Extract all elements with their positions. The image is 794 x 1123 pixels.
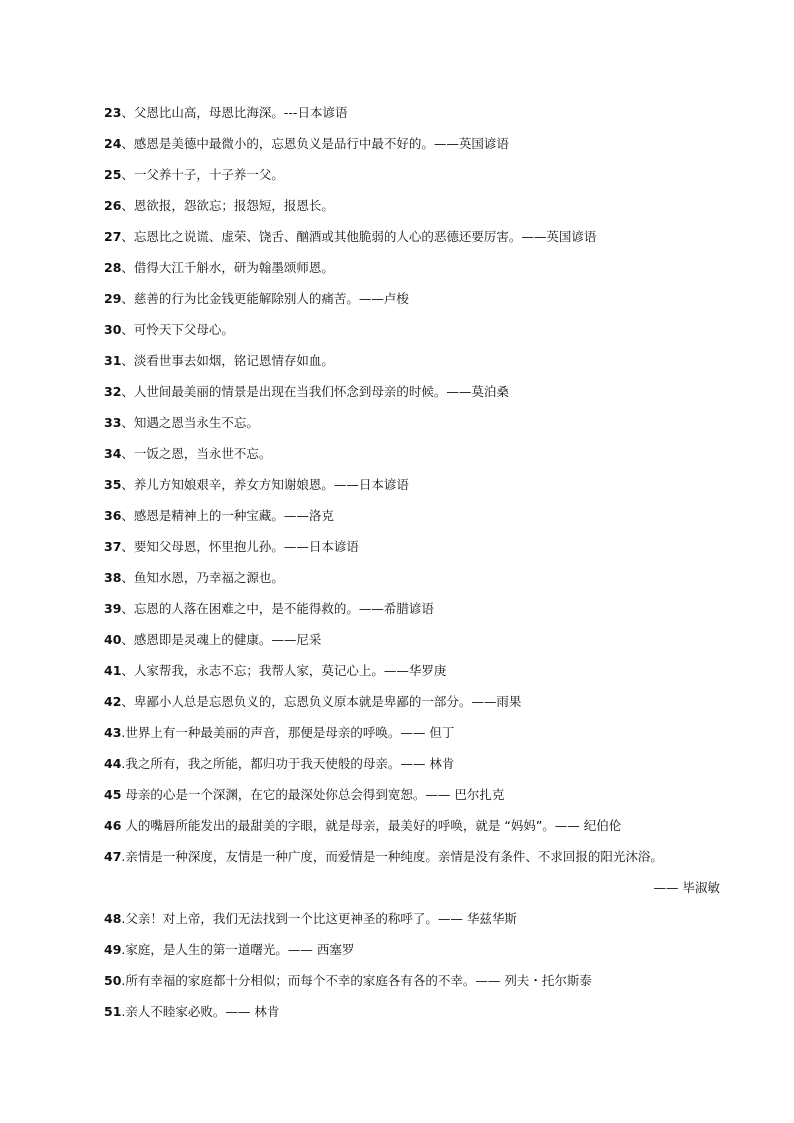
quote-text: 、要知父母恩，怀里抱儿孙。——日本谚语	[121, 539, 359, 554]
quote-number: 43	[104, 725, 122, 740]
quote-text: 、感恩是精神上的一种宝藏。——洛克	[121, 508, 334, 523]
quote-text: 、一父养十子，十子养一父。	[121, 167, 284, 182]
quote-line	[104, 475, 744, 506]
quote-line	[104, 506, 744, 537]
quote-text: 人的嘴唇所能发出的最甜美的字眼，就是母亲，最美好的呼唤，就是 “妈妈”。—— 纪伯伦	[121, 818, 622, 833]
quote-line	[104, 103, 744, 134]
quote-line	[104, 940, 744, 971]
quote-line	[104, 351, 744, 382]
quote-text: 、忘恩比之说谎、虚荣、饶舌、酗酒或其他脆弱的人心的恶德还要厉害。——英国谚语	[121, 229, 597, 244]
quote-number: 44	[104, 756, 122, 771]
quote-line	[104, 134, 744, 165]
quote-text: .亲情是一种深度，友情是一种广度，而爱情是一种纯度。亲情是没有条件、不求回报的阳光沐浴。	[121, 849, 663, 864]
quote-number: 23	[104, 105, 122, 120]
quote-number: 34	[104, 446, 122, 461]
quote-line	[104, 165, 744, 196]
quote-number: 37	[104, 539, 122, 554]
quote-text: 、人世间最美丽的情景是出现在当我们怀念到母亲的时候。——莫泊桑	[121, 384, 509, 399]
quote-line	[104, 909, 744, 940]
quote-text: 、淡看世事去如烟，铭记恩情存如血。	[121, 353, 334, 368]
quote-number: 49	[104, 942, 122, 957]
quote-line	[104, 971, 744, 1002]
quote-number: 29	[104, 291, 122, 306]
quote-text: 、可怜天下父母心。	[121, 322, 234, 337]
quote-number: 24	[104, 136, 122, 151]
quote-line	[104, 847, 744, 878]
quote-text: .世界上有一种最美丽的声音，那便是母亲的呼唤。—— 但丁	[121, 725, 455, 740]
quote-text: 、父恩比山高，母恩比海深。---日本谚语	[121, 105, 348, 120]
quote-number: 35	[104, 477, 122, 492]
quote-number: 33	[104, 415, 122, 430]
quote-line	[104, 413, 744, 444]
quote-text: 、感恩即是灵魂上的健康。——尼采	[121, 632, 322, 647]
quote-line	[104, 227, 744, 258]
quote-number: 28	[104, 260, 122, 275]
quote-text: .父亲！对上帝，我们无法找到一个比这更神圣的称呼了。—— 华兹华斯	[121, 911, 517, 926]
quote-line	[104, 382, 744, 413]
quote-number: 27	[104, 229, 122, 244]
quote-text: 、卑鄙小人总是忘恩负义的，忘恩负义原本就是卑鄙的一部分。——雨果	[121, 694, 522, 709]
quote-line	[104, 630, 744, 661]
quote-text: 、人家帮我，永志不忘；我帮人家，莫记心上。——华罗庚	[121, 663, 447, 678]
quote-line	[104, 444, 744, 475]
quote-text: 、一饭之恩，当永世不忘。	[121, 446, 272, 461]
quote-number: 30	[104, 322, 122, 337]
quote-text: 母亲的心是一个深渊，在它的最深处你总会得到宽恕。—— 巴尔扎克	[121, 787, 505, 802]
quote-text: 、知遇之恩当永生不忘。	[121, 415, 259, 430]
quote-text: 、鱼知水恩，乃幸福之源也。	[121, 570, 284, 585]
quote-text: 、养儿方知娘艰辛，养女方知谢娘恩。——日本谚语	[121, 477, 409, 492]
quote-line	[104, 1002, 744, 1033]
quote-line	[104, 320, 744, 351]
quote-text: 、感恩是美德中最微小的，忘恩负义是品行中最不好的。——英国谚语	[121, 136, 509, 151]
quote-number: 39	[104, 601, 122, 616]
quote-number: 48	[104, 911, 122, 926]
quote-number: 47	[104, 849, 122, 864]
quote-number: 51	[104, 1004, 122, 1019]
quote-number: 26	[104, 198, 122, 213]
quote-number: 25	[104, 167, 122, 182]
quote-line	[104, 754, 744, 785]
quote-text: —— 毕淑敏	[653, 880, 720, 895]
quote-number: 50	[104, 973, 122, 988]
quote-number: 32	[104, 384, 122, 399]
quote-line	[104, 723, 744, 754]
quote-number: 36	[104, 508, 122, 523]
quote-text: 、慈善的行为比金钱更能解除别人的痛苦。——卢梭	[121, 291, 409, 306]
quote-attribution-continuation	[104, 878, 744, 909]
quote-number: 40	[104, 632, 122, 647]
quote-number: 45	[104, 787, 122, 802]
quote-line	[104, 537, 744, 568]
quote-text: 、恩欲报，怨欲忘；报怨短，报恩长。	[121, 198, 334, 213]
quote-line	[104, 258, 744, 289]
quote-list	[104, 103, 744, 1033]
quote-number: 31	[104, 353, 122, 368]
quote-line	[104, 599, 744, 630]
quote-line	[104, 692, 744, 723]
quote-text: .亲人不睦家必败。—— 林肯	[121, 1004, 280, 1019]
quote-line	[104, 568, 744, 599]
quote-number: 42	[104, 694, 122, 709]
quote-line	[104, 816, 744, 847]
quote-text: 、忘恩的人落在困难之中，是不能得救的。——希腊谚语	[121, 601, 434, 616]
quote-text: .家庭，是人生的第一道曙光。—— 西塞罗	[121, 942, 355, 957]
quote-number: 41	[104, 663, 122, 678]
quote-text: .我之所有，我之所能，都归功于我天使般的母亲。—— 林肯	[121, 756, 455, 771]
quote-line	[104, 196, 744, 227]
quote-line	[104, 785, 744, 816]
quote-line	[104, 289, 744, 320]
quote-line	[104, 661, 744, 692]
quote-text: 、借得大江千斛水，研为翰墨颂师恩。	[121, 260, 334, 275]
quote-text: .所有幸福的家庭都十分相似；而每个不幸的家庭各有各的不幸。—— 列夫・托尔斯泰	[121, 973, 592, 988]
quote-number: 46	[104, 818, 122, 833]
quote-number: 38	[104, 570, 122, 585]
